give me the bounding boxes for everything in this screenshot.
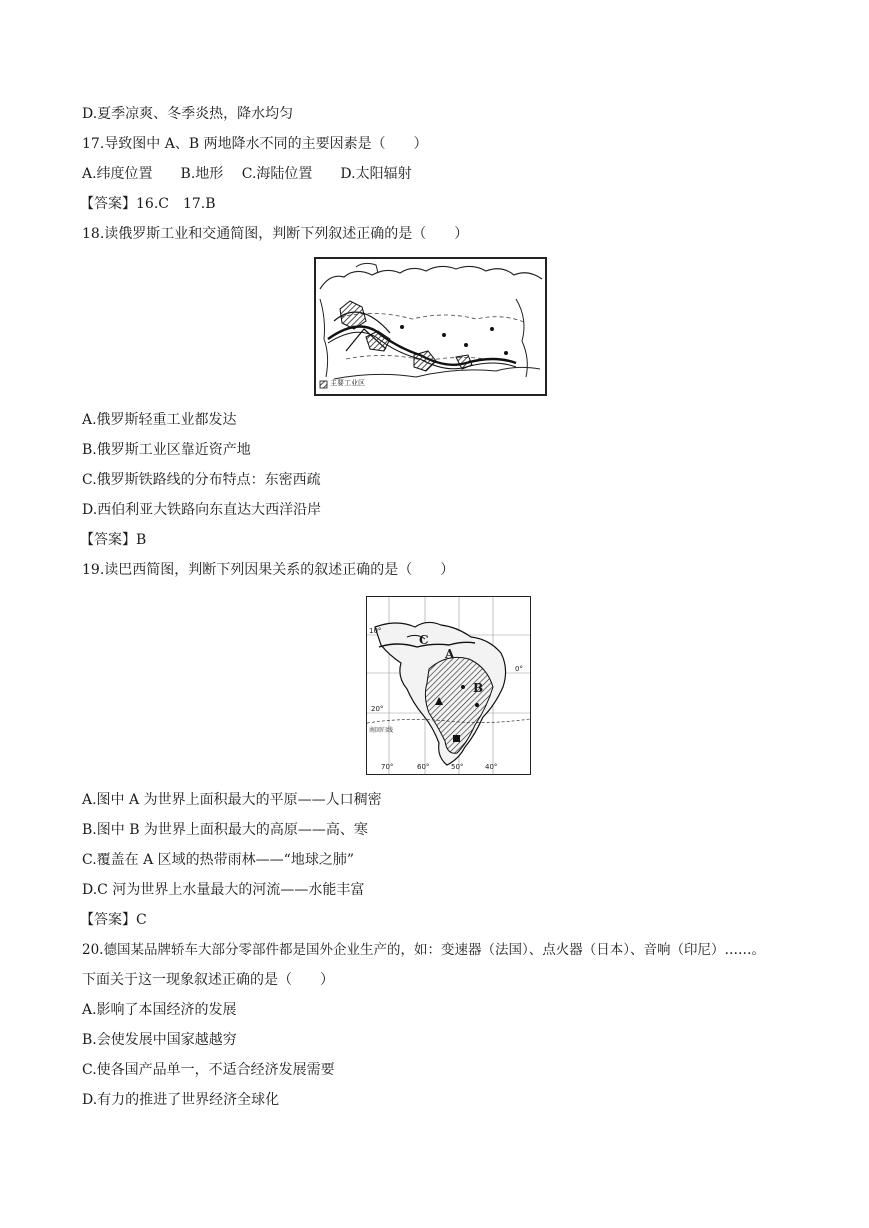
label-a: A xyxy=(445,647,455,661)
q16-option-d: D.夏季凉爽、冬季炎热，降水均匀 xyxy=(82,106,294,122)
lon-label-60: 60° xyxy=(417,763,430,771)
tropic-label: 南回归线 xyxy=(369,727,394,734)
q19-option-c: C.覆盖在 A 区域的热带雨林——“地球之肺” xyxy=(82,852,354,868)
q20-option-b: B.会使发展中国家越越穷 xyxy=(82,1032,237,1048)
q17-options: A.纬度位置 B.地形 C.海陆位置 D.太阳辐射 xyxy=(82,166,412,182)
lon-label-40: 40° xyxy=(485,763,498,771)
q20-stem-continued: 下面关于这一现象叙述正确的是（ ） xyxy=(82,972,334,988)
q19-option-a: A.图中 A 为世界上面积最大的平原——人口稠密 xyxy=(82,792,382,808)
answer-16-17: 【答案】16.C 17.B xyxy=(80,196,216,212)
brazil-map xyxy=(366,596,531,775)
label-b: B xyxy=(473,681,484,695)
answer-19: 【答案】C xyxy=(80,912,147,928)
q19-stem: 19.读巴西简图，判断下列因果关系的叙述正确的是（ ） xyxy=(82,562,455,578)
q18-option-c: C.俄罗斯铁路线的分布特点：东密西疏 xyxy=(82,472,321,488)
q20-option-d: D.有力的推进了世界经济全球化 xyxy=(82,1092,280,1108)
lon-label-70: 70° xyxy=(381,763,394,771)
q17-stem: 17.导致图中 A、B 两地降水不同的主要因素是（ ） xyxy=(82,136,428,152)
q18-option-d: D.西伯利亚大铁路向东直达大西洋沿岸 xyxy=(82,502,322,518)
q20-option-c: C.使各国产品单一，不适合经济发展需要 xyxy=(82,1062,335,1078)
q20-stem: 20.德国某品牌轿车大部分零部件都是国外企业生产的，如：变速器（法国）、点火器（日本）、音响（印尼）……。 xyxy=(82,942,765,958)
q19-option-d: D.C 河为世界上水量最大的河流——水能丰富 xyxy=(82,882,365,898)
russia-industry-transport-map xyxy=(314,257,547,396)
lon-label-50: 50° xyxy=(451,763,464,771)
label-c: C xyxy=(419,633,429,647)
lat-label-20: 20° xyxy=(371,705,384,713)
q19-option-b: B.图中 B 为世界上面积最大的高原——高、寒 xyxy=(82,822,368,838)
russia-map-legend: 主要工业区 xyxy=(330,379,365,387)
lat-label-10: 10° xyxy=(369,627,382,635)
q20-option-a: A.影响了本国经济的发展 xyxy=(82,1002,237,1018)
lat-label-0: 0° xyxy=(515,665,523,673)
q18-option-a: A.俄罗斯轻重工业都发达 xyxy=(82,412,237,428)
q18-stem: 18.读俄罗斯工业和交通简图，判断下列叙述正确的是（ ） xyxy=(82,226,469,242)
q18-option-b: B.俄罗斯工业区靠近资产地 xyxy=(82,442,251,458)
answer-18: 【答案】B xyxy=(80,532,147,548)
